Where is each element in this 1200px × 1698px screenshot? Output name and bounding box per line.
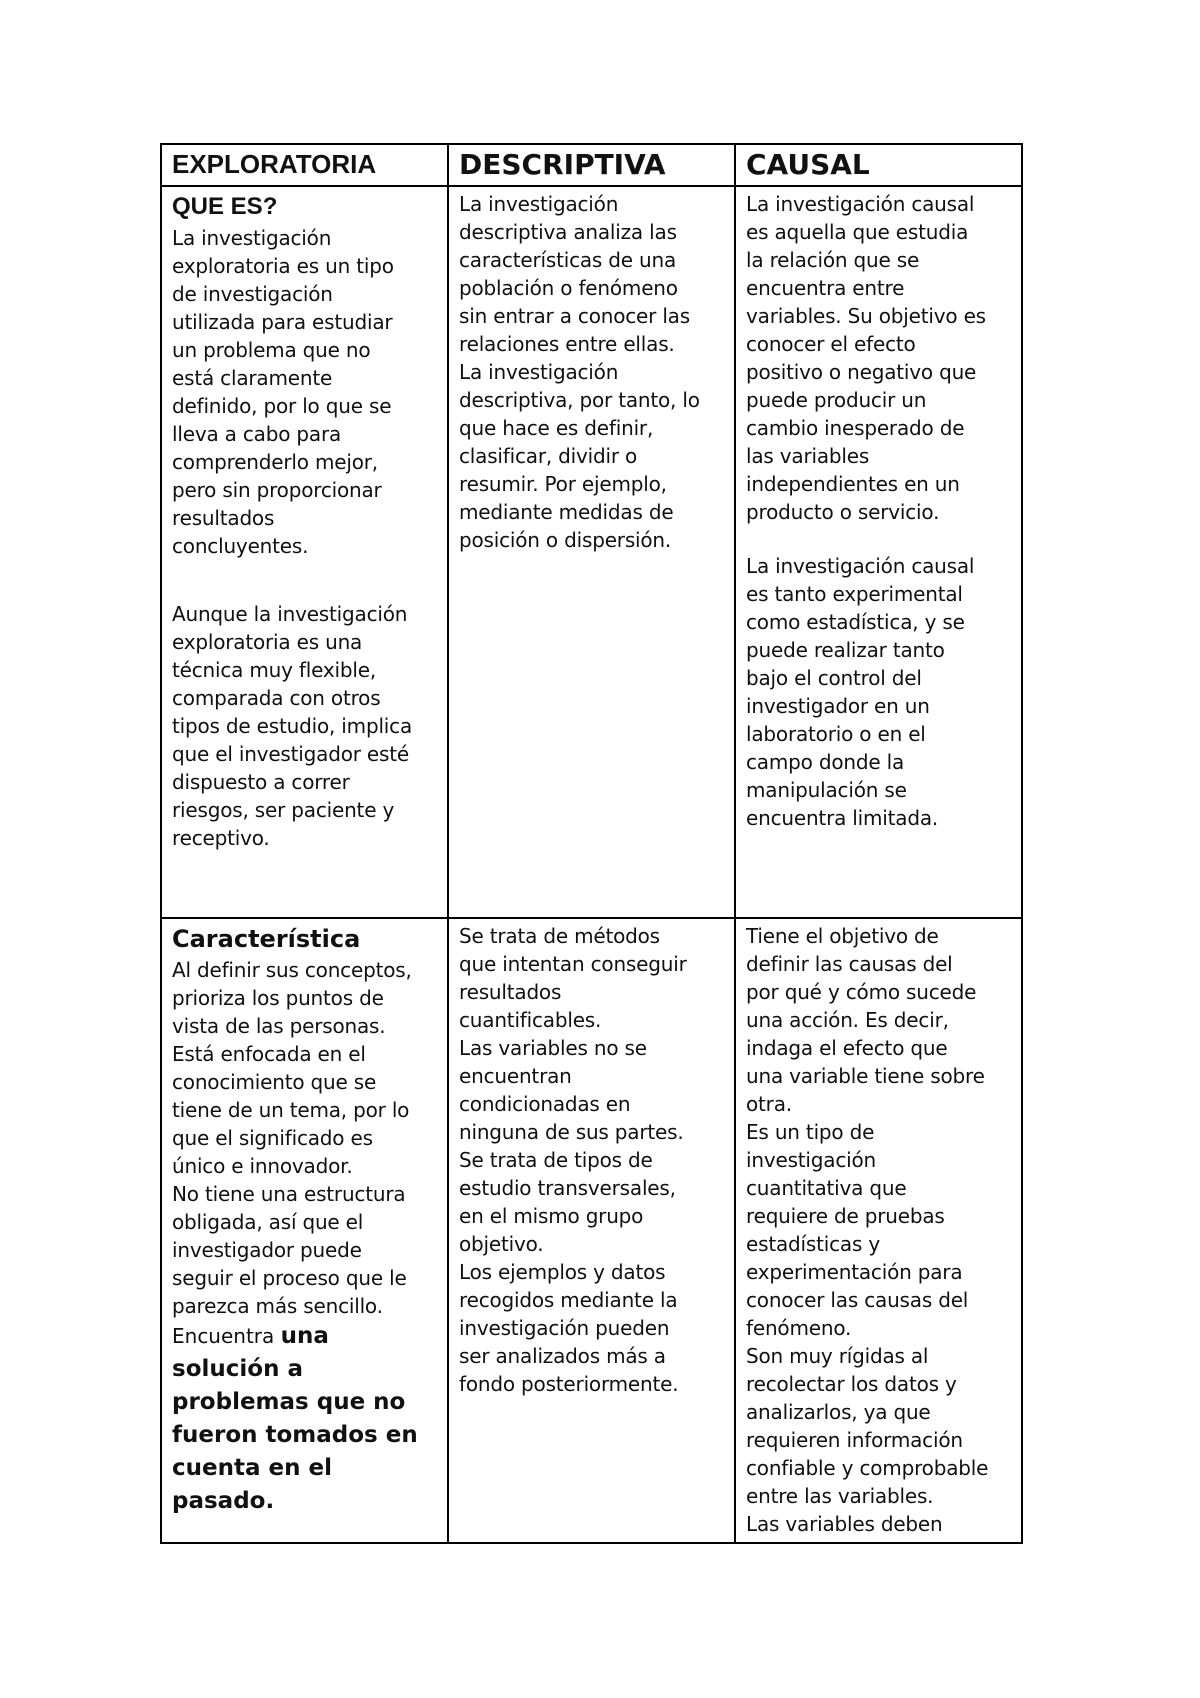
causal-experimental: La investigación causal es tanto experimental como estadística, y se puede realizar tanto bajo el control del investigador en un laboratorio o en el campo donde la manipulación se encuentra limitada. [746,554,975,830]
descriptiva-definition: La investigación descriptiva analiza las características de una población o fenómeno sin entrar a conocer las relaciones entre ellas. La investigación descriptiva, por tanto, lo que hace es definir, clasificar, dividir o resumir. Por ejemplo, mediante medidas de posición o dispersión. [459,192,700,552]
exploratoria-solution [172,1320,437,1518]
subheading-que-es: QUE ES? [172,193,278,220]
cell-exploratoria-caracteristica [161,918,448,1543]
paragraph-spacer [172,560,437,600]
header-descriptiva [448,144,735,186]
header-causal-label: CAUSAL [746,148,870,181]
header-row [161,144,1022,186]
subheading-caracteristica: Característica [172,925,361,953]
header-causal [735,144,1022,186]
solution-lead-text: Encuentra [172,1324,281,1348]
header-descriptiva-label: DESCRIPTIVA [459,148,666,181]
paragraph-spacer [746,526,1011,552]
cell-descriptiva-que-es [448,186,735,918]
header-exploratoria-label: EXPLORATORIA [172,149,377,179]
cell-causal-caracteristica [735,918,1022,1543]
exploratoria-definition: La investigación exploratoria es un tipo de investigación utilizada para estudiar un problema que no está claramente definido, por lo que se lleva a cabo para comprenderlo mejor, pero sin proporcionar resultados concluyentes. [172,226,394,558]
exploratoria-flexibility: Aunque la investigación exploratoria es una técnica muy flexible, comparada con otros tipos de estudio, implica que el investigador esté dispuesto a correr riesgos, ser paciente y receptivo. [172,602,413,850]
descriptiva-characteristics: Se trata de métodos que intentan conseguir resultados cuantificables. Las variables no se encuentran condicionadas en ninguna de sus partes. Se trata de tipos de estudio transversales, en el mismo grupo objetivo. Los ejemplos y datos recogidos mediante la investigación pueden ser analizados más a fondo posteriormente. [459,924,687,1396]
header-exploratoria [161,144,448,186]
table-row-que-es [161,186,1022,918]
comparison-table [160,143,1023,1544]
cell-exploratoria-que-es [161,186,448,918]
solution-bold-text: una solución a problemas que no fueron tomados en cuenta en el pasado. [172,1323,418,1514]
table-row-caracteristica [161,918,1022,1543]
causal-characteristics: Tiene el objetivo de definir las causas del por qué y cómo sucede una acción. Es decir, indaga el efecto que una variable tiene sobre otra. Es un tipo de investigación cuantitativa que requiere de pruebas estadísticas y experimentación para conocer las causas del fenómeno. Son muy rígidas al recolectar los datos y analizarlos, ya que requieren información confiable y comprobable entre las variables. Las variables deben [746,924,989,1536]
exploratoria-characteristics: Al definir sus conceptos, prioriza los puntos de vista de las personas. Está enfocada en el conocimiento que se tiene de un tema, por lo que el significado es único e innovador. No tiene una estructura obligada, así que el investigador puede seguir el proceso que le parezca más sencillo. [172,958,412,1318]
causal-definition: La investigación causal es aquella que estudia la relación que se encuentra entre variables. Su objetivo es conocer el efecto positivo o negativo que puede producir un cambio inesperado de las variables independientes en un producto o servicio. [746,192,986,524]
cell-descriptiva-caracteristica [448,918,735,1543]
cell-causal-que-es [735,186,1022,918]
